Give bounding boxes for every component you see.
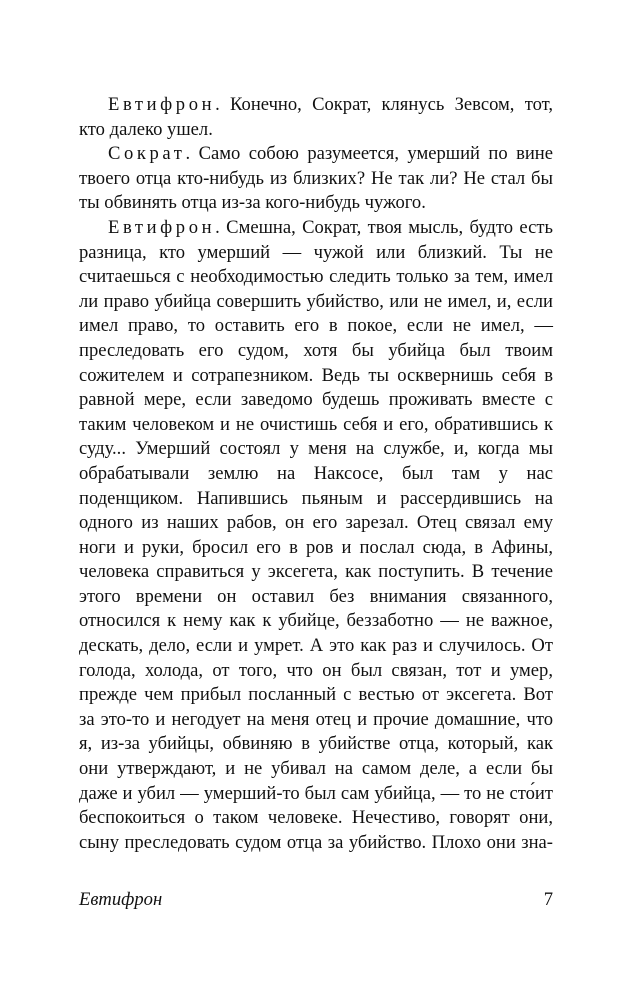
dialogue-text bbox=[79, 93, 553, 855]
paragraph-text: . Конечно, Сократ, клянусь Зевсом, тот, кто далеко ушел. bbox=[79, 94, 553, 140]
paragraph-1 bbox=[79, 93, 553, 142]
paragraph-2 bbox=[79, 142, 553, 216]
paragraph-text: . Смешна, Сократ, твоя мысль, будто есть разница, кто умерший — чужой или близкий. Ты не считаешься с необходимостью следить только за тем, имел ли право убийца совершить убийство, или не имел, и, если имел право, то оставить его в покое, если не имел, — преследовать его судом, хотя бы убийца был твоим сожителем и сотрапезником. Ведь ты осквернишь себя в равной мере, если заведомо будешь проживать вместе с таким человеком и не очистишь себя и его, обратившись к суду... Умерший состоял у меня на службе, и, когда мы обрабатывали землю на Наксосе, был там у нас поденщиком. Напившись пьяным и рассердившись на одного из наших рабов, он его зарезал. Отец связал ему ноги и руки, бросил его в ров и послал сюда, в Афины, человека справиться у эксегета, как поступить. В течение этого времени он оставил без внимания связанного, относился к нему как к убийце, беззаботно — не важное, дескать, дело, если и умрет. А это как раз и случилось. От голода, холода, от того, что он был связан, тот и умер, прежде чем прибыл посланный с вестью от эксегета. Вот за это-то и негодует на меня отец и прочие домашние, что я, из-за убийцы, обвиняю в убийстве отца, который, как они утверждают, и не убивал на самом деле, а если бы даже и убил — умерший-то был сам убийца, — то не сто́ит беспокоиться о таком человеке. Нечестиво, говорят они, сыну преследовать судом отца за убийство. Плохо они зна- bbox=[79, 216, 553, 853]
speaker-name: Сократ bbox=[108, 143, 186, 165]
page-number: 7 bbox=[543, 889, 553, 910]
paragraph-3 bbox=[79, 216, 553, 855]
speaker-name: Евтифрон bbox=[108, 216, 216, 238]
speaker-name: Евтифрон bbox=[108, 94, 216, 115]
running-title: Евтифрон bbox=[79, 889, 163, 910]
paragraph-text: . Само собою разумеется, умерший по вине твоего отца кто-нибудь из близких? Не так ли? Не стал бы ты обвинять отца из-за кого-нибудь чужого. bbox=[79, 143, 553, 214]
